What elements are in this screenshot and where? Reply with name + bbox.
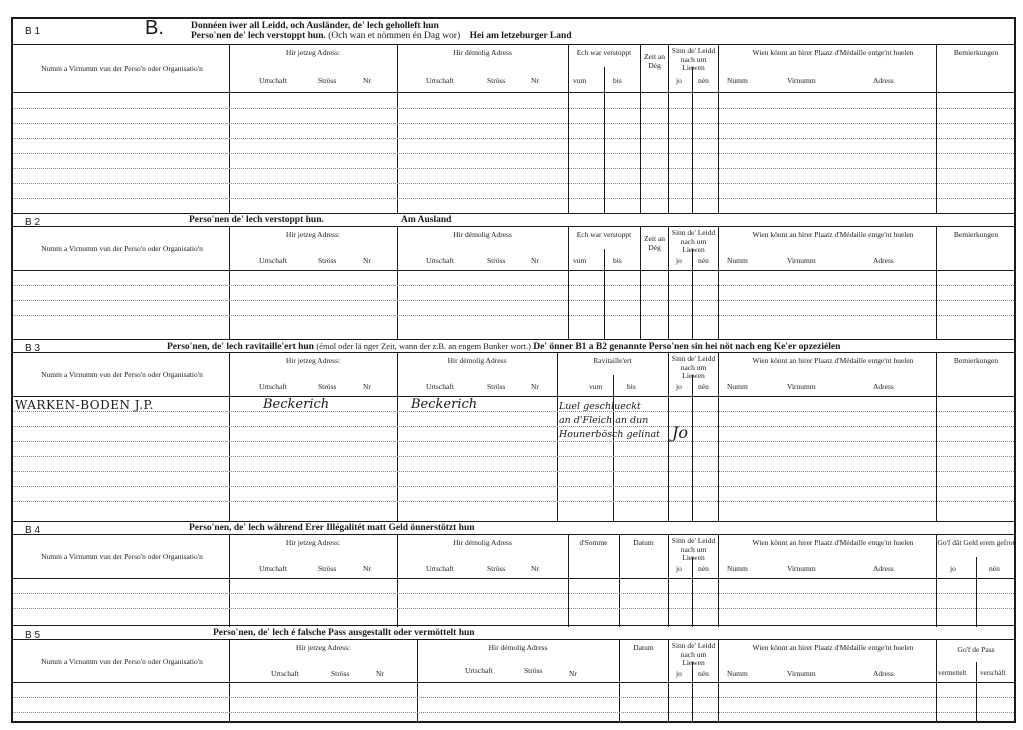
- col-header-hidden: Ech war verstoppt: [576, 48, 632, 57]
- section-b3: [13, 339, 1014, 522]
- section-b5: [13, 625, 1014, 724]
- col-header-name: Numm a Virnumm vun der Perso'n oder Organisatio'n: [41, 657, 203, 666]
- table-b3: Numm a Virnumm vun der Perso'n oder Organisatio'n Hir jetzeg Adress: Urtschaft Ströss Nr Hir démolig Adress Urtschaft Ströss Nr Ravitaille'ert vum bis Sinn de' Leidd nach um Liewen jo nén Wien könnt an hirer Plaatz d'Médaille entge'nt huelen Numm Virnumm Adress Bemierkungen WARKEN-BODEN J.P. Beckerich Beckerich Luel geschlueckt an d'Fleich an dun Hounerbösch gelinat Jo: [13, 352, 1014, 521]
- col-header-name: Numm a Virnumm vun der Perso'n oder Organisatio'n: [41, 370, 203, 379]
- table-b2: Numm a Virnumm vun der Perso'n oder Organisatio'n Hir jetzeg Adress: Urtschaft Ströss Nr Hir démolig Adress Urtschaft Ströss Nr Ech war verstoppt vum bis Zeit an Dég Sinn de' Leidd nach um Liewen jo nén Wien könnt an hirer Plaatz d'Médaille entge'nt huelen Numm Virnumm Adress Bemierkungen: [13, 226, 1014, 339]
- col-header-current-address: Hir jetzeg Adress:: [285, 48, 341, 57]
- section-code: B 1: [25, 26, 41, 37]
- col-header-name: Numm a Virnumm vun der Perso'n oder Organisatio'n: [41, 244, 203, 253]
- section-title-part: Perso'nen de' lech verstoppt hun.: [191, 31, 326, 41]
- col-header-name: Numm a Virnumm vun der Perso'n oder Organisatio'n: [41, 552, 203, 561]
- entry-name: WARKEN-BODEN J.P.: [15, 398, 154, 412]
- section-title: Perso'nen, de' lech é falsche Pass ausgestallt oder vermöttelt hun: [213, 628, 475, 638]
- section-code: B 4: [25, 525, 41, 536]
- section-title: Perso'nen de' lech verstoppt hun.: [189, 215, 324, 225]
- section-title-tail: Hei am letzeburger Land: [469, 31, 572, 41]
- col-header-date: Datum: [633, 643, 654, 652]
- section-title-tail: De' önner B1 a B2 genannte Perso'nen sin hei nöt nach eng Ke'er opzeziélen: [533, 342, 841, 352]
- table-b1: Numm a Virnumm vun der Perso'n oder Organisatio'n Hir jetzeg Adress: Urtschaft Ströss Nr Hir démolig Adress Urtschaft Ströss Nr Ech war verstoppt vum bis Zeit an Dég Sinn de' Leidd nach um Liewen jo nén Wien könnt an hirer Plaatz d'Médaille entge'nt huelen Numm Virnumm Adress Bemierkungen: [13, 44, 1014, 214]
- col-header-time: Zeit an Dég: [643, 52, 666, 70]
- table-b5: Numm a Virnumm vun der Perso'n oder Organisatio'n Hir jetzeg Adress: Urtschaft Ströss Nr Hir démolig Adress Urtschaft Ströss Nr Datum Sinn de' Leidd nach um Liewen jo nén Wien könnt an hirer Plaatz d'Médaille entge'nt huelen Numm Virnumm Adress Go'f de Pass vermettelt verschäft: [13, 639, 1014, 723]
- section-code: B 5: [25, 630, 41, 641]
- form-letter: B.: [145, 17, 164, 39]
- section-title-note: (émol oder lä nger Zeit, wann der z.B. an engem Bunker wort.): [316, 341, 531, 351]
- col-header-former-address: Hir démolig Adress: [453, 48, 512, 57]
- col-header-date: Datum: [633, 538, 654, 547]
- entry-supplied-note-2: an d'Fleich an dun: [559, 415, 649, 426]
- section-title-tail: Am Ausland: [401, 215, 452, 225]
- section-title: Donnéen iwer all Leidd, och Ausländer, de' lech geholleft hun: [191, 21, 439, 31]
- col-header-supplied: Ravitaille'ert: [593, 356, 632, 365]
- section-b2: [13, 213, 1014, 340]
- entry-alive: Jo: [672, 423, 689, 442]
- table-b4: Numm a Virnumm vun der Perso'n oder Organisatio'n Hir jetzeg Adress: Urtschaft Ströss Nr Hir démolig Adress Urtschaft Ströss Nr d'Somme Datum Sinn de' Leidd nach um Liewen jo nén Wien könnt an hirer Plaatz d'Médaille entge'nt huelen Numm Virnumm Adress Go'f dât Geld erem gefrot jo nén: [13, 534, 1014, 627]
- col-header-pass: Go'f de Pass: [957, 645, 995, 654]
- section-title-note: (Och wan et nömmen én Dag wor): [328, 31, 461, 41]
- col-header-name: Numm a Virnumm vun der Perso'n oder Organisatio'n: [41, 64, 203, 73]
- section-b1: [13, 19, 1014, 215]
- section-code: B 2: [25, 217, 41, 228]
- section-title: Perso'nen, de' lech ravitaille'ert hun: [167, 342, 314, 352]
- col-header-alive: Sinn de' Leidd nach um Liewen: [671, 46, 716, 73]
- entry-supplied-note-1: Luel geschlueckt: [559, 401, 641, 412]
- entry-former-place: Beckerich: [411, 397, 478, 412]
- col-header-money-returned: Go'f dât Geld erem gefrot: [937, 538, 1015, 547]
- section-b4: [13, 521, 1014, 628]
- col-header-medal: Wien könnt an hirer Plaatz d'Médaille entge'nt huelen: [752, 48, 914, 57]
- section-code: B 3: [25, 343, 41, 354]
- entry-current-place: Beckerich: [263, 397, 330, 412]
- form-frame: [11, 17, 1016, 723]
- col-header-remarks: Bemierkungen: [953, 48, 999, 57]
- entry-supplied-note-3: Hounerbösch gelinat: [559, 429, 660, 440]
- section-title: Perso'nen, de' lech während Erer Illégalitét matt Geld önnerstötzt hun: [189, 523, 475, 533]
- col-header-sum: d'Somme: [579, 538, 608, 547]
